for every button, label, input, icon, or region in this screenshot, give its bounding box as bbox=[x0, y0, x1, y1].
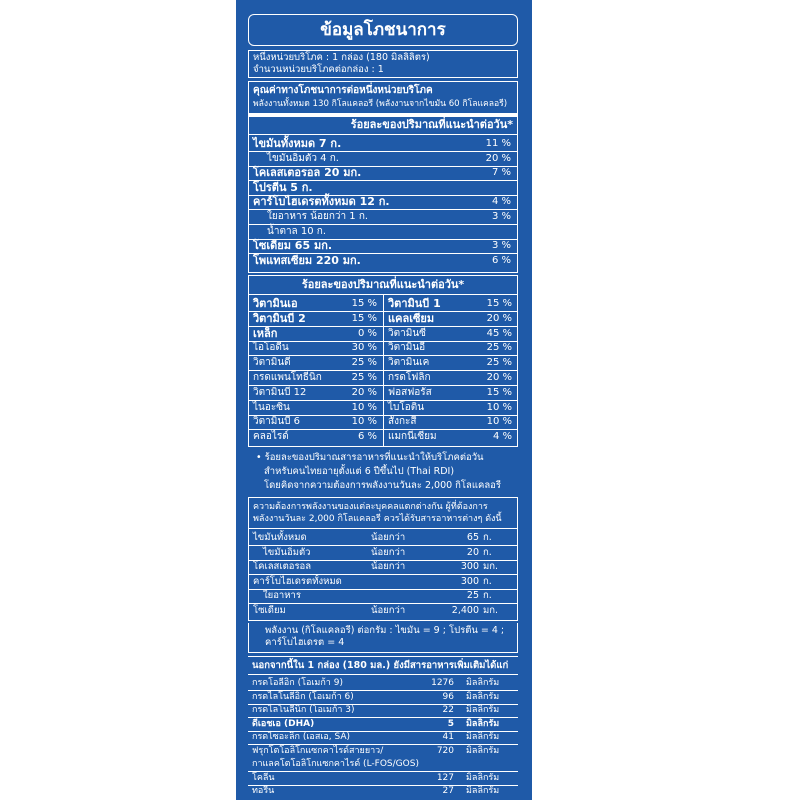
additional-name: กรดไซอะลิก (เอสเอ, SA) bbox=[252, 732, 351, 742]
additional-amount: 96 bbox=[442, 691, 454, 702]
divider bbox=[248, 674, 518, 675]
additional-row bbox=[252, 691, 514, 703]
vitamin-row bbox=[388, 371, 512, 385]
vitamin-percent: 25 % bbox=[486, 342, 512, 354]
additional-row bbox=[252, 772, 514, 784]
nutrient-label: โพแทสเซียม 220 มก. bbox=[253, 253, 361, 267]
additional-unit: มิลลิกรัม bbox=[466, 705, 500, 715]
nutrient-label: ใยอาหาร น้อยกว่า 1 ก. bbox=[267, 211, 369, 222]
nutrient-row bbox=[253, 210, 513, 224]
vitamin-label: วิตามินเอ bbox=[253, 297, 298, 310]
limit-amount: 300 bbox=[460, 575, 479, 587]
additional-name: กรดไลโนลีนิก (โอเมก้า 3) bbox=[252, 705, 355, 715]
vitamin-row bbox=[388, 356, 512, 370]
vitamin-percent: 10 % bbox=[351, 401, 377, 413]
vitamin-label: กรดโฟลิก bbox=[388, 372, 431, 383]
divider bbox=[249, 528, 517, 529]
limit-name: คาร์โบไฮเดรตทั้งหมด bbox=[253, 575, 342, 587]
vitamin-label: วิตามินซี bbox=[388, 327, 426, 339]
nutrition-panel bbox=[236, 0, 532, 800]
limit-name: โซเดียม bbox=[253, 604, 286, 616]
vitamin-row bbox=[388, 430, 512, 444]
footnote-line: • ร้อยละของปริมาณสารอาหารที่แนะนำให้บริโภคต่อวัน bbox=[256, 452, 484, 463]
divider bbox=[249, 113, 517, 117]
vitamin-row bbox=[253, 401, 377, 415]
additional-row bbox=[252, 731, 514, 743]
nutrient-row bbox=[253, 166, 513, 180]
limit-row bbox=[253, 575, 513, 589]
additional-name: กรดไลโนลีอิก (โอเมก้า 6) bbox=[252, 691, 354, 702]
vitamin-row bbox=[388, 401, 512, 415]
nutrient-row bbox=[253, 152, 513, 166]
vitamin-row bbox=[388, 297, 512, 311]
additional-row bbox=[252, 718, 514, 730]
vitamin-percent: 15 % bbox=[351, 312, 377, 324]
vitamin-label: วิตามินบี 12 bbox=[253, 386, 307, 398]
energy-total: พลังงานทั้งหมด 130 กิโลแคลอรี (พลังงานจากไขมัน 60 กิโลแคลอรี) bbox=[253, 99, 508, 109]
additional-name: ฟรุกโตโอลิโกแซกคาไรด์สายยาว/ bbox=[252, 745, 384, 756]
limit-amount: 20 bbox=[466, 546, 479, 558]
vitamin-percent: 4 % bbox=[492, 431, 512, 443]
vitamin-row bbox=[253, 312, 377, 326]
vitamin-row bbox=[388, 341, 512, 355]
serving-size: หนึ่งหน่วยบริโภค : 1 กล่อง (180 มิลลิลิตร) bbox=[253, 52, 430, 63]
vitamin-percent: 10 % bbox=[486, 401, 512, 413]
vitamin-row bbox=[253, 297, 377, 311]
vitamin-label: สังกะสี bbox=[388, 416, 417, 428]
nutrient-row bbox=[253, 195, 513, 209]
limits-box bbox=[248, 497, 518, 621]
energy-factors-box bbox=[248, 623, 518, 653]
additional-section bbox=[248, 656, 518, 800]
vitamin-percent: 15 % bbox=[486, 386, 512, 398]
page-title: ข้อมูลโภชนาการ bbox=[248, 14, 518, 46]
additional-amount: 5 bbox=[447, 718, 454, 729]
vitamin-percent: 20 % bbox=[486, 312, 512, 324]
limit-qualifier: น้อยกว่า bbox=[371, 546, 406, 558]
nutrient-row bbox=[253, 239, 513, 253]
additional-unit: มิลลิกรัม bbox=[466, 745, 500, 756]
additional-row bbox=[252, 704, 514, 716]
additional-amount: 720 bbox=[436, 745, 454, 756]
vitamin-percent: 20 % bbox=[486, 372, 512, 383]
nutrient-row bbox=[253, 181, 513, 195]
vitamin-label: คลอไรด์ bbox=[253, 431, 289, 443]
nutrient-percent: 4 % bbox=[491, 196, 511, 208]
additional-name: กรดโอลีอิก (โอเมก้า 9) bbox=[252, 678, 343, 688]
limit-name: โคเลสเตอรอล bbox=[253, 561, 312, 572]
vitamin-label: แคลเซียม bbox=[388, 311, 435, 325]
divider bbox=[249, 134, 517, 135]
vitamin-row bbox=[388, 312, 512, 326]
vitamin-label: วิตามินบี 2 bbox=[253, 311, 306, 325]
vitamin-label: เหล็ก bbox=[253, 326, 278, 340]
vitamin-row bbox=[253, 327, 377, 341]
limit-row bbox=[253, 546, 513, 560]
footnote bbox=[248, 450, 518, 494]
additional-heading: นอกจากนี้ใน 1 กล่อง (180 มล.) ยังมีสารอาหารเพิ่มเติมได้แก่ bbox=[252, 660, 509, 671]
limit-name: ใยอาหาร bbox=[263, 590, 301, 601]
limit-qualifier: น้อยกว่า bbox=[371, 532, 406, 543]
nutrient-percent: 3 % bbox=[491, 211, 511, 222]
energy-heading: คุณค่าทางโภชนาการต่อหนึ่งหน่วยบริโภค bbox=[253, 85, 433, 96]
serving-box bbox=[248, 50, 518, 78]
additional-amount: 1276 bbox=[431, 678, 454, 688]
vitamins-box bbox=[248, 275, 518, 447]
vitamin-label: วิตามินดี bbox=[253, 357, 291, 369]
nutrient-row bbox=[253, 225, 513, 239]
rdi-heading: ร้อยละของปริมาณที่แนะนำต่อวัน* bbox=[350, 118, 513, 131]
vitamin-percent: 6 % bbox=[357, 431, 377, 443]
additional-unit: มิลลิกรัม bbox=[466, 718, 500, 729]
limits-intro: พลังงานวันละ 2,000 กิโลแคลอรี ควรได้รับสารอาหารต่างๆ ดังนี้ bbox=[253, 514, 502, 524]
additional-amount: 127 bbox=[436, 772, 454, 783]
nutrient-label: ไขมันทั้งหมด 7 ก. bbox=[253, 137, 342, 150]
nutrient-label: โคเลสเตอรอล 20 มก. bbox=[253, 166, 362, 180]
additional-amount: 41 bbox=[442, 732, 454, 742]
additional-row bbox=[252, 677, 514, 689]
nutrient-label: คาร์โบไฮเดรตทั้งหมด 12 ก. bbox=[253, 195, 390, 209]
limit-amount: 300 bbox=[460, 561, 479, 572]
additional-name: ดีเอชเอ (DHA) bbox=[252, 718, 315, 729]
vitamin-label: ไบโอติน bbox=[388, 401, 425, 413]
vitamin-row bbox=[253, 415, 377, 429]
limit-name: ไขมันอิ่มตัว bbox=[263, 546, 311, 558]
limit-qualifier: น้อยกว่า bbox=[371, 604, 406, 616]
vitamin-percent: 20 % bbox=[351, 386, 377, 398]
limit-row bbox=[253, 589, 513, 603]
vitamin-percent: 25 % bbox=[351, 357, 377, 369]
nutrient-label: โปรตีน 5 ก. bbox=[253, 180, 313, 194]
limit-name: ไขมันทั้งหมด bbox=[253, 532, 307, 543]
vitamin-label: วิตามินอี bbox=[388, 342, 426, 354]
vitamin-percent: 10 % bbox=[351, 416, 377, 428]
vitamin-percent: 25 % bbox=[486, 357, 512, 369]
additional-name: กาแลคโตโอลิโกแซกคาไรด์ (L-FOS/GOS) bbox=[252, 759, 419, 769]
limit-row bbox=[253, 531, 513, 545]
nutrient-row bbox=[253, 254, 513, 268]
limit-unit: ก. bbox=[483, 532, 492, 543]
limit-row bbox=[253, 560, 513, 574]
nutrients-box bbox=[248, 81, 518, 273]
additional-unit: มิลลิกรัม bbox=[466, 732, 500, 742]
nutrient-row bbox=[253, 137, 513, 151]
additional-name: ทอรีน bbox=[252, 786, 275, 796]
additional-unit: มิลลิกรัม bbox=[466, 691, 500, 702]
limit-amount: 25 bbox=[466, 590, 479, 601]
additional-name: โคลีน bbox=[252, 772, 275, 783]
additional-unit: มิลลิกรัม bbox=[466, 786, 500, 796]
vitamin-label: ฟอสฟอรัส bbox=[388, 386, 432, 398]
vitamin-row bbox=[253, 386, 377, 400]
limit-unit: มก. bbox=[483, 604, 499, 616]
limit-row bbox=[253, 604, 513, 618]
vitamin-label: วิตามินบี 6 bbox=[253, 416, 301, 428]
additional-row bbox=[252, 785, 514, 797]
additional-unit: มิลลิกรัม bbox=[466, 678, 500, 688]
vitamin-row bbox=[253, 371, 377, 385]
vitamin-row bbox=[253, 356, 377, 370]
nutrient-percent: 20 % bbox=[485, 152, 511, 164]
vitamin-row bbox=[388, 386, 512, 400]
vitamin-percent: 15 % bbox=[486, 298, 512, 309]
vitamin-percent: 30 % bbox=[351, 342, 377, 354]
limit-unit: มก. bbox=[483, 561, 499, 572]
vitamin-label: แมกนีเซียม bbox=[388, 431, 437, 443]
nutrient-label: น้ำตาล 10 ก. bbox=[267, 225, 327, 237]
vitamin-row bbox=[388, 415, 512, 429]
nutrient-percent: 6 % bbox=[491, 254, 511, 266]
additional-unit: มิลลิกรัม bbox=[466, 772, 500, 783]
limit-qualifier: น้อยกว่า bbox=[371, 561, 406, 572]
vitamin-row bbox=[388, 327, 512, 341]
vitamin-label: ไอโอดีน bbox=[253, 342, 289, 354]
servings-per-pack: จำนวนหน่วยบริโภคต่อกล่อง : 1 bbox=[253, 64, 384, 75]
vitamin-heading: ร้อยละของปริมาณที่แนะนำต่อวัน* bbox=[301, 278, 465, 291]
nutrient-percent: 7 % bbox=[491, 167, 511, 179]
nutrient-percent: 11 % bbox=[485, 138, 511, 149]
vitamin-row bbox=[253, 341, 377, 355]
nutrient-percent: 3 % bbox=[491, 240, 511, 252]
energy-factors: คาร์โบไฮเดรต = 4 bbox=[265, 637, 345, 648]
vitamin-row bbox=[253, 430, 377, 444]
limit-amount: 2,400 bbox=[451, 604, 479, 616]
limit-unit: ก. bbox=[483, 575, 492, 587]
additional-amount: 22 bbox=[442, 705, 454, 715]
vitamin-percent: 15 % bbox=[351, 298, 377, 309]
limit-amount: 65 bbox=[466, 532, 479, 543]
vitamin-percent: 25 % bbox=[351, 372, 377, 383]
footnote-line: โดยคิดจากความต้องการพลังงานวันละ 2,000 กิโลแคลอรี bbox=[264, 480, 501, 491]
vitamin-label: วิตามินเค bbox=[388, 357, 430, 369]
vitamin-label: ไนอะซิน bbox=[253, 401, 290, 413]
nutrient-label: โซเดียม 65 มก. bbox=[253, 239, 333, 253]
vitamin-percent: 45 % bbox=[486, 327, 512, 339]
limit-unit: ก. bbox=[483, 590, 492, 601]
nutrient-label: ไขมันอิ่มตัว 4 ก. bbox=[267, 152, 339, 164]
energy-factors: พลังงาน (กิโลแคลอรี) ต่อกรัม : ไขมัน = 9 ; โปรตีน = 4 ; bbox=[265, 625, 505, 636]
vitamin-percent: 0 % bbox=[357, 327, 377, 339]
limit-unit: ก. bbox=[483, 546, 492, 558]
limits-intro: ความต้องการพลังงานของแต่ละบุคคลแตกต่างกัน ผู้ที่ต้องการ bbox=[253, 502, 488, 512]
additional-row bbox=[252, 758, 514, 770]
vitamin-percent: 10 % bbox=[486, 416, 512, 428]
additional-row bbox=[252, 745, 514, 757]
additional-amount: 27 bbox=[442, 786, 454, 796]
footnote-line: สำหรับคนไทยอายุตั้งแต่ 6 ปีขึ้นไป (Thai RDI) bbox=[264, 466, 455, 477]
vitamin-label: วิตามินบี 1 bbox=[388, 297, 441, 310]
vitamin-label: กรดแพนโทธีนิก bbox=[253, 372, 322, 383]
